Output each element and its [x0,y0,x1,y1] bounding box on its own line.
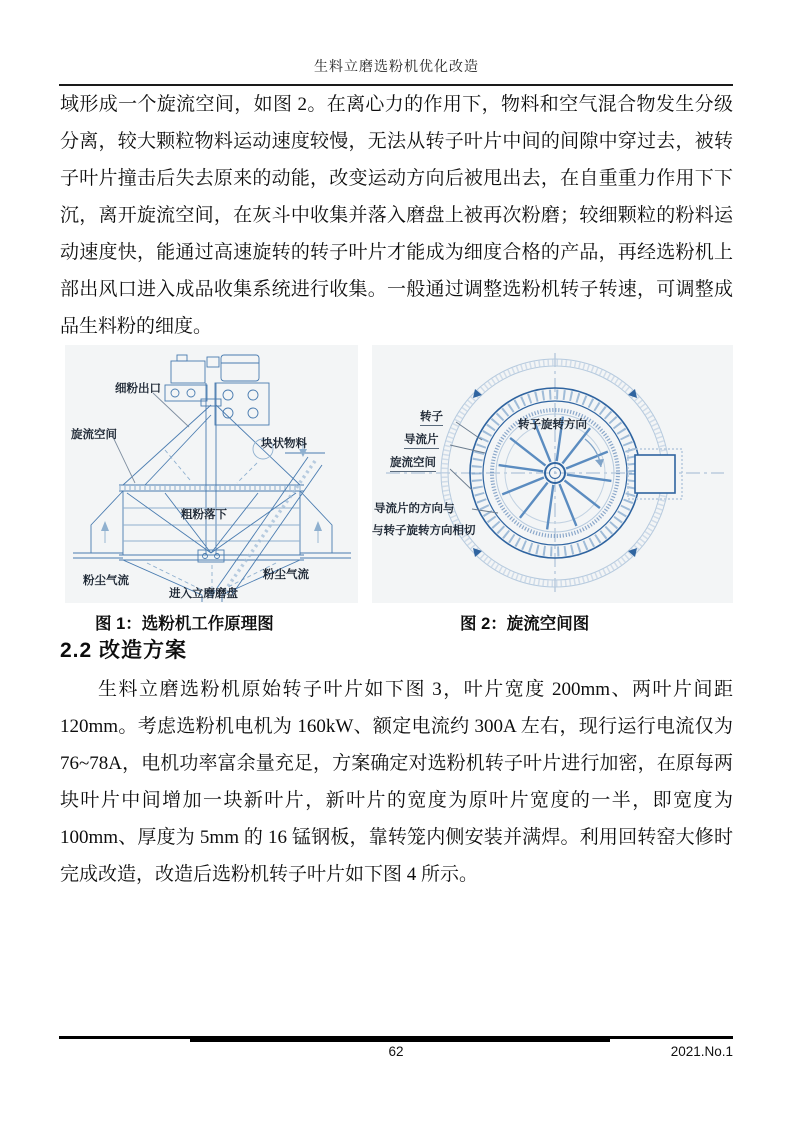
fig1-label-fine-powder-outlet: 细粉出口 [115,383,161,395]
fig1-label-swirl-space: 旋流空间 [71,429,117,441]
fig2-label-guide-vane: 导流片 [404,434,439,449]
fig2-label-vane-direction-line2: 与转子旋转方向相切 [372,525,476,537]
fig1-label-lump-material: 块状物料 [261,438,307,450]
paragraph-2: 生料立磨选粉机原始转子叶片如下图 3，叶片宽度 200mm、两叶片间距 120mm。考虑选粉机电机为 160kW、额定电流约 300A 左右，现行运行电流仅为 76~78A，电机功率富余量充足，方案确定对选粉机转子叶片进行加密，在原每两块叶片中间增加一块新叶片，新叶片的宽度为原叶片宽度的一半，即宽度为 100mm、厚度为 5mm 的 16 锰钢板，靠转笼内侧安装并满焊。利用回转窑大修时完成改造，改造后选粉机转子叶片如下图 4 所示。 [60,679,733,885]
issue-number: 2021.No.1 [670,1044,733,1059]
fig1-label-dust-airflow-left: 粉尘气流 [83,575,129,587]
fig1-label-coarse-powder-falls: 粗粉落下 [181,509,227,521]
swirl-space-top-view-drawing [372,345,733,603]
fig2-label-vane-direction-line1: 导流片的方向与 [374,503,455,515]
running-head-title: 生料立磨选粉机优化改造 [314,60,479,75]
separator-side-view-drawing [65,345,358,603]
fig1-label-dust-airflow-right: 粉尘气流 [263,569,309,581]
fig1-label-enter-mill-table: 进入立磨磨盘 [169,588,238,600]
figure-2 [372,345,733,603]
section-heading: 2.2 改造方案 [60,639,188,662]
figure-2-caption: 图 2：旋流空间图 [460,615,590,633]
page-number: 62 [388,1044,404,1059]
figure-1 [65,345,358,603]
fig2-label-swirl-space: 旋流空间 [390,457,436,472]
footer-rule-thick-segment [190,1039,610,1042]
fig2-label-rotor-rotation-direction: 转子旋转方向 [518,419,587,431]
figures-row [65,345,733,603]
paragraph-1: 域形成一个旋流空间，如图 2。在离心力的作用下，物料和空气混合物发生分级分离，较大颗粒物料运动速度较慢，无法从转子叶片中间的间隙中穿过去，被转子叶片撞击后失去原来的动能，改变运动方向后被甩出去，在自重重力作用下下沉，离开旋流空间，在灰斗中收集并落入磨盘上被再次粉磨；较细颗粒的粉料运动速度快，能通过高速旋转的转子叶片才能成为细度合格的产品，再经选粉机上部出风口进入成品收集系统进行收集。一般通过调整选粉机转子转速，可调整成品生料粉的细度。 [60,94,733,337]
fig2-label-rotor: 转子 [420,411,443,426]
figure-1-caption: 图 1：选粉机工作原理图 [95,615,274,633]
